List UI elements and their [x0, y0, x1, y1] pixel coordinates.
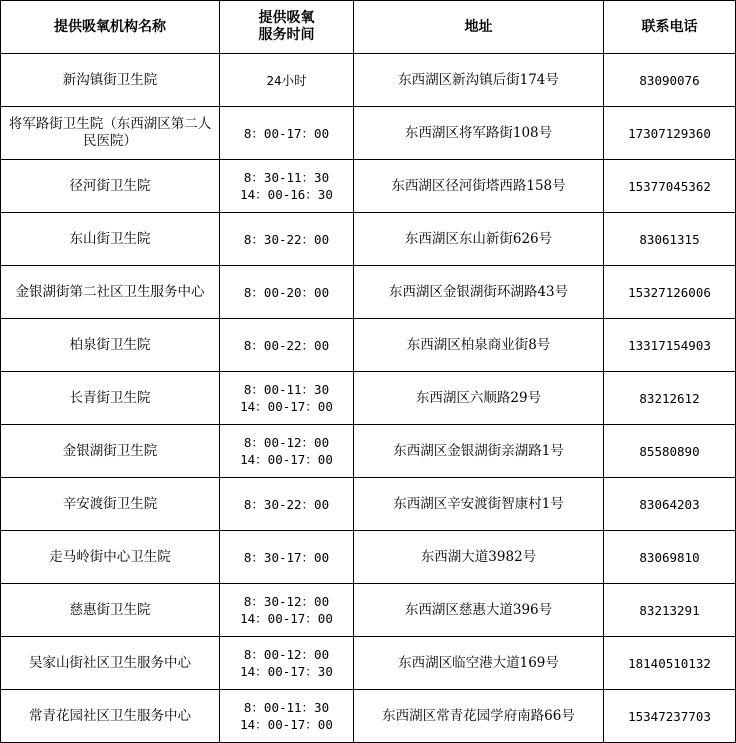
table-row — [1, 690, 736, 743]
address-cell: 东西湖大道3982号 — [354, 531, 604, 584]
phone-cell: 83212612 — [604, 372, 736, 425]
service-hours-cell — [220, 425, 354, 478]
table-row — [1, 54, 736, 107]
service-hours-line: 8：30-22：00 — [243, 231, 330, 247]
address-cell: 东西湖区常青花园学府南路66号 — [354, 690, 604, 743]
phone-cell: 83061315 — [604, 213, 736, 266]
phone-cell: 15327126006 — [604, 266, 736, 319]
table-row — [1, 531, 736, 584]
address-cell: 东西湖区六顺路29号 — [354, 372, 604, 425]
service-hours-line: 14：00-17：00 — [240, 717, 333, 732]
service-hours-cell — [220, 107, 354, 160]
header-phone — [604, 1, 736, 54]
service-hours-line: 8：00-20：00 — [243, 284, 330, 300]
service-hours-line: 14：00-17：00 — [240, 611, 333, 626]
service-hours-cell — [220, 213, 354, 266]
service-hours-line: 14：00-17：00 — [240, 452, 333, 467]
address-cell: 东西湖区金银湖街环湖路43号 — [354, 266, 604, 319]
service-hours-line: 8：00-12：00 — [243, 647, 330, 662]
phone-cell: 85580890 — [604, 425, 736, 478]
address-cell: 东西湖区慈惠大道396号 — [354, 584, 604, 637]
institution-name-cell: 吴家山街社区卫生服务中心 — [1, 637, 220, 690]
address-cell: 东西湖区新沟镇后街174号 — [354, 54, 604, 107]
institution-name-cell: 长青街卫生院 — [1, 372, 220, 425]
phone-cell: 15347237703 — [604, 690, 736, 743]
table-row — [1, 107, 736, 160]
service-hours-cell — [220, 478, 354, 531]
header-line: 地址 — [464, 18, 493, 35]
institution-name-cell: 新沟镇街卫生院 — [1, 54, 220, 107]
header-institution-name — [1, 1, 220, 54]
table-row — [1, 425, 736, 478]
phone-cell: 15377045362 — [604, 160, 736, 213]
header-line: 服务时间 — [258, 27, 315, 43]
header-service-hours — [220, 1, 354, 54]
service-hours-line: 8：00-11：30 — [243, 700, 330, 715]
service-hours-cell — [220, 319, 354, 372]
address-cell: 东西湖区临空港大道169号 — [354, 637, 604, 690]
header-line: 提供吸氧机构名称 — [54, 18, 166, 35]
service-hours-cell — [220, 266, 354, 319]
service-hours-line: 14：00-17：00 — [240, 399, 333, 414]
phone-cell: 83090076 — [604, 54, 736, 107]
service-hours-line: 8：00-12：00 — [243, 435, 330, 450]
table-row — [1, 213, 736, 266]
table-row — [1, 478, 736, 531]
institution-name-cell: 金银湖街卫生院 — [1, 425, 220, 478]
phone-cell: 83213291 — [604, 584, 736, 637]
institution-name-cell: 东山街卫生院 — [1, 213, 220, 266]
service-hours-cell — [220, 690, 354, 743]
service-hours-line: 8：30-17：00 — [243, 549, 330, 565]
header-line: 提供吸氧 — [258, 10, 315, 26]
institution-name-cell: 走马岭街中心卫生院 — [1, 531, 220, 584]
table-row — [1, 160, 736, 213]
service-hours-line: 14：00-16：30 — [240, 187, 333, 202]
service-hours-cell — [220, 584, 354, 637]
address-cell: 东西湖区径河街塔西路158号 — [354, 160, 604, 213]
table-header-row — [1, 1, 736, 54]
service-hours-line: 14：00-17：30 — [240, 664, 333, 679]
address-cell: 东西湖区柏泉商业街8号 — [354, 319, 604, 372]
address-cell: 东西湖区辛安渡街智康村1号 — [354, 478, 604, 531]
phone-cell: 13317154903 — [604, 319, 736, 372]
phone-cell: 17307129360 — [604, 107, 736, 160]
service-hours-line: 8：30-22：00 — [243, 496, 330, 512]
institution-name-cell: 将军路街卫生院（东西湖区第二人民医院） — [1, 107, 220, 160]
table-row — [1, 637, 736, 690]
table-row — [1, 266, 736, 319]
phone-cell: 83069810 — [604, 531, 736, 584]
phone-cell: 83064203 — [604, 478, 736, 531]
institution-name-cell: 慈惠街卫生院 — [1, 584, 220, 637]
service-hours-line: 8：00-11：30 — [243, 382, 330, 397]
service-hours-cell — [220, 637, 354, 690]
address-cell: 东西湖区金银湖街亲湖路1号 — [354, 425, 604, 478]
address-cell: 东西湖区东山新街626号 — [354, 213, 604, 266]
service-hours-cell — [220, 54, 354, 107]
table-row — [1, 372, 736, 425]
service-hours-cell — [220, 372, 354, 425]
table-body — [1, 54, 736, 743]
institution-name-cell: 柏泉街卫生院 — [1, 319, 220, 372]
address-cell: 东西湖区将军路街108号 — [354, 107, 604, 160]
institution-name-cell: 径河街卫生院 — [1, 160, 220, 213]
service-hours-cell — [220, 160, 354, 213]
institution-name-cell: 常青花园社区卫生服务中心 — [1, 690, 220, 743]
service-hours-cell — [220, 531, 354, 584]
table-row — [1, 319, 736, 372]
service-hours-line: 8：30-11：30 — [243, 170, 330, 185]
service-hours-line: 8：00-22：00 — [243, 337, 330, 353]
service-hours-line: 8：30-12：00 — [243, 594, 330, 609]
institution-name-cell: 金银湖街第二社区卫生服务中心 — [1, 266, 220, 319]
table-row — [1, 584, 736, 637]
service-hours-line: 24小时 — [266, 72, 307, 88]
header-line: 联系电话 — [641, 18, 698, 35]
service-hours-line: 8：00-17：00 — [243, 125, 330, 141]
phone-cell: 18140510132 — [604, 637, 736, 690]
institution-name-cell: 辛安渡街卫生院 — [1, 478, 220, 531]
header-address — [354, 1, 604, 54]
